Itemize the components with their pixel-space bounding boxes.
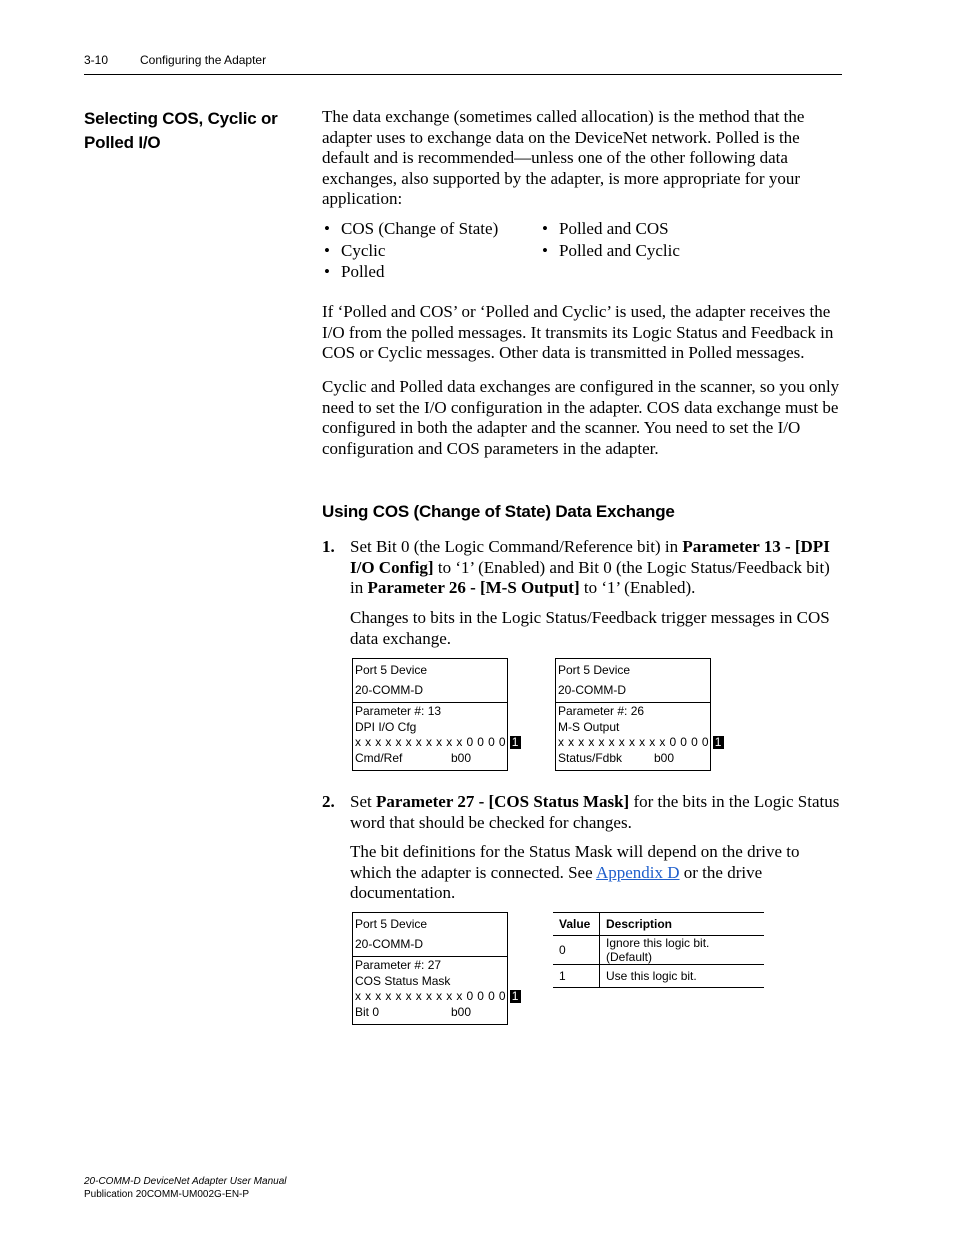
- list-item-text: Polled: [341, 262, 385, 281]
- footer-publication: Publication 20COMM-UM002G-EN-P: [84, 1189, 250, 1200]
- display-bit-index: b00: [654, 750, 675, 765]
- display-bit-label: Bit 0: [355, 1004, 380, 1019]
- him-display-param-27: [352, 912, 519, 1025]
- section-heading-line1: Selecting COS, Cyclic or: [84, 109, 278, 128]
- step-2-text: [350, 792, 844, 833]
- parameter-27-ref: Parameter 27 - [COS Status Mask]: [375, 792, 630, 811]
- exchange-list-left: [322, 218, 532, 283]
- step-2-number: 2.: [322, 792, 335, 811]
- display-bit-label: Status/Fdbk: [558, 750, 623, 765]
- section-heading-line2: Polled I/O: [84, 133, 161, 152]
- status-mask-value-table: [553, 912, 764, 988]
- display-bit-selected: 1: [714, 735, 722, 749]
- display-bit-values: x x x x x x x x x x x 0 0 0 0: [355, 989, 506, 1003]
- display-bit-index: b00: [451, 1004, 472, 1019]
- display-bit-selected: 1: [511, 989, 519, 1003]
- display-param-name: M-S Output: [558, 719, 620, 734]
- parameter-26-ref: Parameter 26 - [M-S Output]: [367, 578, 580, 597]
- list-item-text: Polled and COS: [559, 219, 669, 238]
- section-heading: [84, 107, 294, 155]
- parameter-13-ref: Parameter 13 - [DPI I/O Config]: [350, 537, 830, 577]
- table-cell-value: 1: [553, 965, 600, 988]
- bullet-icon: •: [324, 240, 330, 260]
- bullet-icon: •: [542, 240, 548, 260]
- step-1-text-part: Set Bit 0 (the Logic Command/Reference bit) in: [350, 537, 683, 556]
- display-device: 20-COMM-D: [355, 937, 423, 951]
- display-bits: [558, 735, 722, 751]
- display-bit-index: b00: [451, 750, 472, 765]
- step-2-note-part: The bit definitions for the Status Mask will depend on the drive to which the adapter is connected. See: [350, 842, 800, 882]
- table-cell-description: Ignore this logic bit. (Default): [600, 936, 765, 965]
- table-cell-description: Use this logic bit.: [600, 965, 765, 988]
- display-port: Port 5 Device: [355, 917, 428, 931]
- table-header-row: [553, 913, 764, 936]
- display-bit-values: x x x x x x x x x x x 0 0 0 0: [355, 735, 506, 749]
- display-bit-label: Cmd/Ref: [355, 750, 403, 765]
- display-bit-values: x x x x x x x x x x x 0 0 0 0: [558, 735, 709, 749]
- list-item-text: Cyclic: [341, 240, 386, 260]
- chapter-title: Configuring the Adapter: [140, 53, 267, 67]
- display-device: 20-COMM-D: [355, 683, 423, 697]
- him-display-param-26: [555, 658, 722, 771]
- display-port: Port 5 Device: [355, 663, 428, 677]
- polled-paragraph: If ‘Polled and COS’ or ‘Polled and Cyclic’ is used, the adapter receives the I/O from the polled messages. It transmits its Logic Status and Feedback in COS or Cyclic messages. Other data is transmitted in Polled messages.: [322, 302, 834, 362]
- step-1-text-part: to ‘1’ (Enabled) and Bit 0 (the Logic Status/Feedback bit) in: [350, 557, 830, 597]
- display-bits: [355, 735, 519, 751]
- footer-manual-title: 20-COMM-D DeviceNet Adapter User Manual: [84, 1176, 287, 1187]
- display-param-name: COS Status Mask: [355, 973, 451, 988]
- list-item-text: COS (Change of State): [341, 219, 499, 238]
- list-item-text: Polled and Cyclic: [559, 240, 680, 260]
- display-port: Port 5 Device: [558, 663, 631, 677]
- header-rule: [84, 74, 842, 75]
- intro-paragraph: The data exchange (sometimes called allocation) is the method that the adapter uses to exchange data on the DeviceNet network. Polled is the default and is recommended—unless one of the other following data exchanges, also supported by the adapter, is more appropriate for your application:: [322, 107, 805, 208]
- step-1-note: Changes to bits in the Logic Status/Feedback trigger messages in COS data exchange.: [350, 608, 830, 648]
- list-item: [322, 218, 532, 240]
- display-bits: [355, 989, 519, 1005]
- display-param-number: Parameter #: 13: [355, 704, 442, 718]
- list-item: [322, 240, 532, 262]
- column-header-description: Description: [600, 913, 765, 936]
- table-row: [553, 936, 764, 965]
- table-cell-value: 0: [553, 936, 600, 965]
- him-display-param-13: [352, 658, 519, 771]
- display-param-number: Parameter #: 26: [558, 704, 645, 718]
- step-2-note: [350, 842, 844, 904]
- display-device: 20-COMM-D: [558, 683, 626, 697]
- bullet-icon: •: [542, 219, 548, 238]
- display-param-name: DPI I/O Cfg: [355, 719, 417, 734]
- bullet-icon: •: [324, 262, 330, 281]
- column-header-value: Value: [553, 913, 600, 936]
- list-item: [540, 240, 770, 262]
- step-1-number: 1.: [322, 537, 335, 556]
- step-2-text-part: Set: [350, 792, 376, 811]
- config-paragraph: Cyclic and Polled data exchanges are configured in the scanner, so you only need to set the I/O configuration in the adapter. COS data exchange must be configured in both the adapter and the scanner. You need to set the I/O configuration and COS parameters in the adapter.: [322, 377, 840, 458]
- display-bit-selected: 1: [511, 735, 519, 749]
- step-2-text-part: for the bits in the Logic Status word that should be checked for changes.: [350, 792, 840, 832]
- display-param-number: Parameter #: 27: [355, 958, 442, 972]
- bullet-icon: •: [324, 219, 330, 238]
- list-item: [540, 218, 770, 240]
- table-row: [553, 965, 764, 988]
- step-1-text: [350, 537, 844, 599]
- subsection-heading: Using COS (Change of State) Data Exchange: [322, 502, 675, 521]
- step-1-text-part: to ‘1’ (Enabled).: [579, 578, 696, 597]
- page-footer: [84, 1175, 286, 1201]
- page-number: 3-10: [84, 53, 109, 67]
- list-item: [322, 261, 532, 283]
- appendix-d-link[interactable]: Appendix D: [595, 862, 680, 882]
- exchange-list-right: [540, 218, 770, 261]
- step-2-note-part: or the drive documentation.: [350, 862, 763, 902]
